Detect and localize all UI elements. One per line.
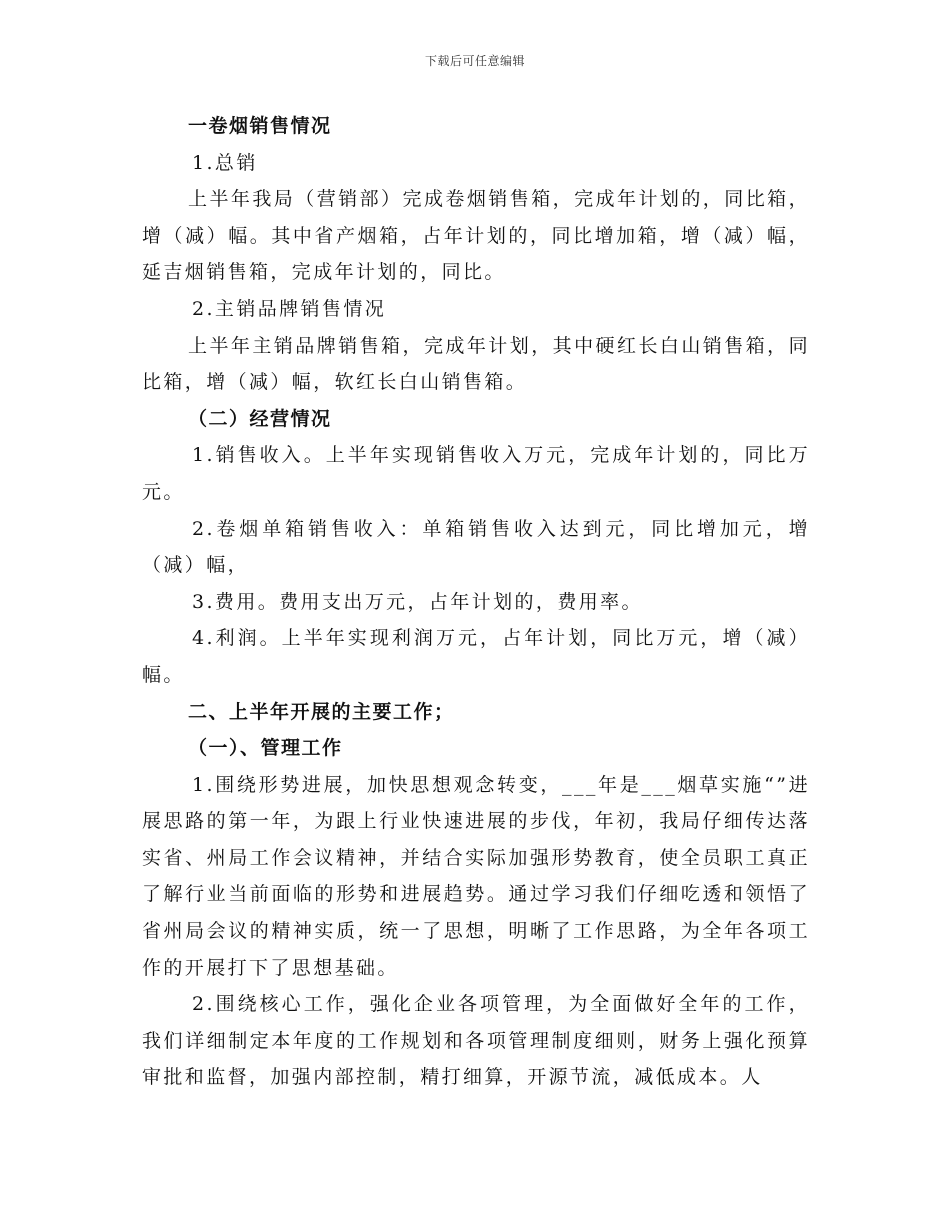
operations-item-unit-revenue: 2.卷烟单箱销售收入：单箱销售收入达到元，同比增加元，增（减）幅，	[142, 517, 810, 577]
subheading-main-brands: 2.主销品牌销售情况	[192, 297, 387, 320]
section-heading-operations: （二）经营情况	[188, 407, 332, 430]
subheading-management-work: （一）、管理工作	[188, 737, 343, 760]
section-heading-main-work: 二、上半年开展的主要工作；	[188, 700, 455, 723]
management-item-thinking: 1.围绕形势进展，加快思想观念转变，___年是___烟草实施“”进展思路的第一年，为跟上行业快速进展的步伐，年初，我局仔细传达落实省、州局工作会议精神，并结合实际加强形势教育，使全员职工真正了解行业当前面临的形势和进展趋势。通过学习我们仔细吃透和领悟了省州局会议的精神实质，统一了思想，明晰了工作思路，为全年各项工作的开展打下了思想基础。	[142, 773, 810, 979]
paragraph-main-brands: 上半年主销品牌销售箱，完成年计划，其中硬红长白山销售箱，同比箱，增（减）幅，软红长白山销售箱。	[142, 334, 810, 394]
management-item-core-work: 2.围绕核心工作，强化企业各项管理，为全面做好全年的工作，我们详细制定本年度的工作规划和各项管理制度细则，财务上强化预算审批和监督，加强内部控制，精打细算，开源节流，减低成本。人	[142, 993, 810, 1089]
operations-item-expenses: 3.费用。费用支出万元，占年计划的，费用率。	[192, 590, 643, 613]
operations-item-revenue: 1.销售收入。上半年实现销售收入万元，完成年计划的，同比万元。	[142, 444, 810, 503]
subheading-total-sales: 1.总销	[192, 151, 258, 174]
paragraph-total-sales: 上半年我局（营销部）完成卷烟销售箱，完成年计划的，同比箱，增（减）幅。其中省产烟箱，占年计划的，同比增加箱，增（减）幅，延吉烟销售箱，完成年计划的，同比。	[142, 188, 810, 284]
page-header: 下载后可任意编辑	[424, 54, 525, 68]
operations-item-profit: 4.利润。上半年实现利润万元，占年计划，同比万元，增（减）幅。	[142, 627, 810, 686]
section-heading-cigarette-sales: 一卷烟销售情况	[188, 115, 332, 137]
document-body	[142, 108, 810, 1096]
